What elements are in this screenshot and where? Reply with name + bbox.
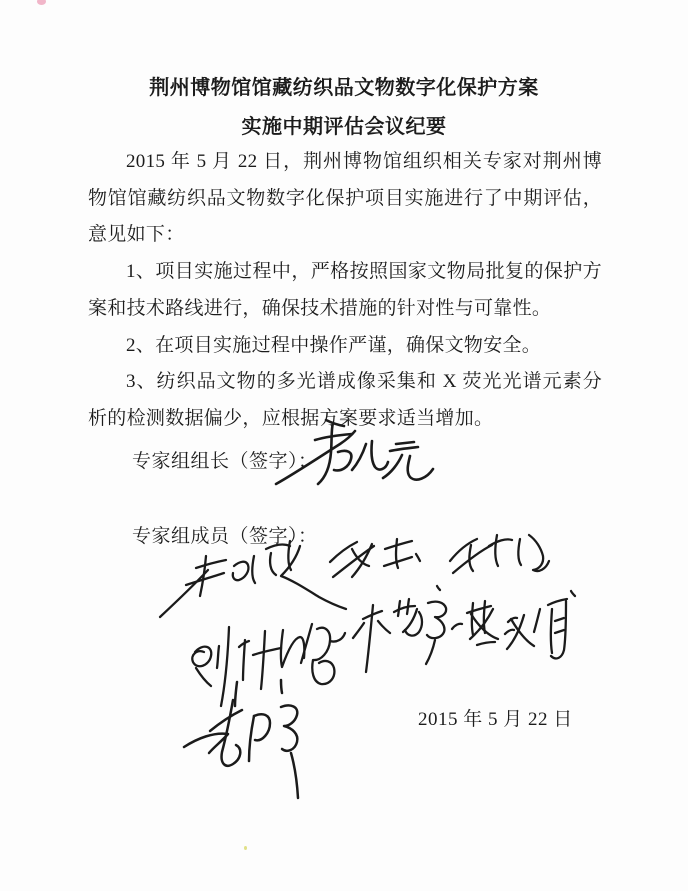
member-signature-6 [452, 599, 567, 658]
member-signature-4 [192, 624, 345, 706]
member-signature-7 [184, 680, 298, 798]
paragraph-item-3: 3、纺织品文物的多光谱成像采集和 X 荧光光谱元素分析的检测数据偏少，应根据方案要求适当增加。 [88, 371, 602, 429]
scan-artifact-pink-mark [37, 0, 46, 5]
expert-group-members-label: 专家组成员（签字）： [132, 526, 318, 547]
paragraph-item-1: 1、项目实施过程中，严格按照国家文物局批复的保护方案和技术路线进行，确保技术措施的针对性与可靠性。 [88, 261, 602, 319]
member-signature-5 [353, 599, 446, 672]
document-title-line2: 实施中期评估会议纪要 [241, 116, 447, 138]
document-body [88, 144, 602, 438]
paragraph-item-2: 2、在项目实施过程中操作严谨，确保文物安全。 [126, 334, 542, 356]
member-signature-3 [450, 535, 575, 596]
member-signature-1 [160, 541, 346, 617]
document-date: 2015 年 5 月 22 日 [418, 709, 573, 730]
paragraph-intro: 2015 年 5 月 22 日，荆州博物馆组织相关专家对荆州博物馆馆藏纺织品文物数字化保护项目实施进行了中期评估，意见如下： [88, 151, 602, 246]
document-title-line1: 荆州博物馆馆藏纺织品文物数字化保护方案 [149, 77, 539, 99]
expert-group-leader-label: 专家组组长（签字）： [132, 451, 318, 472]
scan-artifact-yellow-dot [244, 846, 247, 850]
member-signature-2 [330, 539, 440, 590]
